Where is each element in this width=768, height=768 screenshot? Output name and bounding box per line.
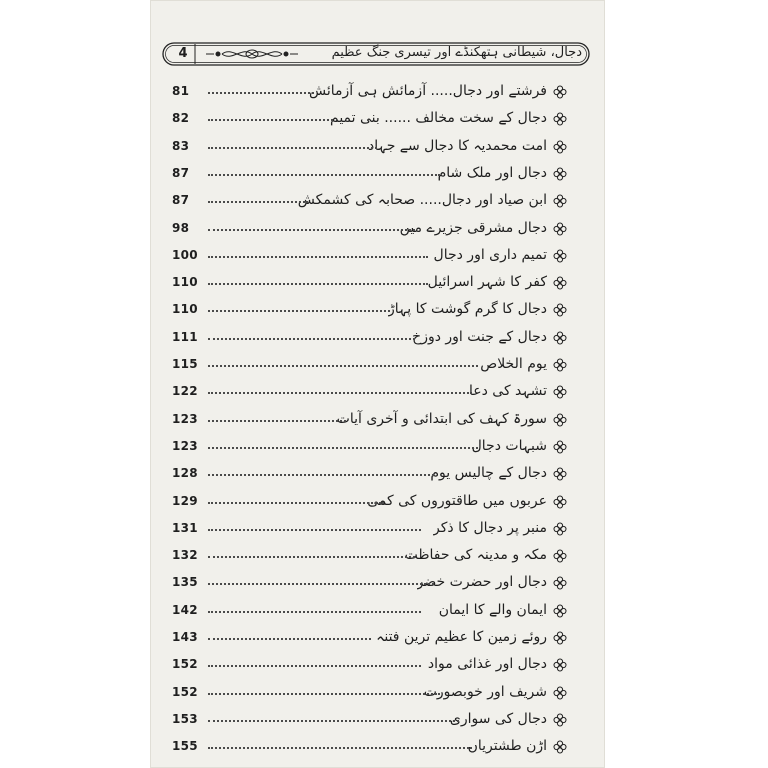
running-header-title: دجال، شیطانی ہتھکنڈے اور تیسری جنگ عظیم: [331, 45, 582, 60]
toc-entry-title: شریف اور خوبصورت: [423, 683, 547, 700]
dot-leader: [208, 474, 434, 476]
flower-bullet-icon: [553, 358, 567, 372]
flower-bullet-icon: [553, 440, 567, 454]
toc-entry-title: دجال کے جنت اور دوزخ: [412, 328, 547, 345]
toc-entry-page-number: 135: [172, 575, 198, 590]
dot-leader: [208, 638, 371, 640]
toc-entry[interactable]: [150, 704, 605, 734]
toc-entry-page-number: 155: [172, 739, 198, 754]
toc-entry[interactable]: [150, 431, 605, 461]
toc-entry-page-number: 122: [172, 384, 198, 399]
toc-entry-title: ایمان والے کا ایمان: [438, 601, 547, 618]
toc-entry-page-number: 128: [172, 466, 198, 481]
toc-entry[interactable]: [150, 76, 605, 106]
toc-entry-page-number: 110: [172, 275, 198, 290]
toc-entry[interactable]: [150, 376, 605, 406]
toc-entry-page-number: 115: [172, 357, 198, 371]
toc-entry[interactable]: [150, 158, 605, 188]
toc-entry[interactable]: [150, 103, 605, 133]
toc-entry-page-number: 153: [172, 711, 198, 726]
toc-entry[interactable]: [150, 622, 605, 652]
toc-entry[interactable]: [150, 213, 605, 243]
toc-entry-title: تشہد کی دعا: [468, 383, 547, 400]
dot-leader: [208, 583, 434, 585]
toc-entry-title: کفر کا شہر اسرائیل: [427, 274, 547, 291]
page-header: [162, 41, 590, 67]
toc-entry-title: منبر پر دجال کا ذکر: [433, 519, 547, 536]
dot-leader: [208, 174, 440, 176]
toc-entry[interactable]: [150, 567, 605, 597]
flower-bullet-icon: [553, 194, 567, 208]
dot-leader: [208, 693, 440, 695]
flower-bullet-icon: [553, 686, 567, 700]
flower-bullet-icon: [553, 303, 567, 317]
toc-entry-title: ابن صیاد اور دجال..... صحابہ کی کشمکش: [297, 192, 547, 209]
toc-entry[interactable]: [150, 322, 605, 352]
dot-leader: [208, 392, 472, 394]
flower-bullet-icon: [553, 522, 567, 536]
toc-entry[interactable]: [150, 404, 605, 434]
dot-leader: [208, 420, 346, 422]
dot-leader: [208, 720, 459, 722]
dot-leader: [208, 502, 384, 504]
toc-entry-page-number: 129: [172, 493, 198, 508]
toc-entry[interactable]: [150, 349, 605, 379]
dot-leader: [208, 665, 421, 667]
toc-entry-title: دجال کے سخت مخالف ...... بنی تمیم: [330, 110, 547, 127]
dot-leader: [208, 556, 415, 558]
toc-entry-page-number: 132: [172, 548, 198, 563]
toc-entry[interactable]: [150, 131, 605, 161]
toc-entry-page-number: 98: [172, 220, 190, 235]
toc-entry[interactable]: [150, 294, 605, 324]
toc-entry-title: تمیم داری اور دجال: [433, 246, 547, 263]
toc-entry-title: فرشتے اور دجال..... آزمائش ہی آزمائش: [308, 83, 547, 99]
flower-bullet-icon: [553, 658, 567, 672]
dot-leader: [208, 119, 333, 121]
flower-bullet-icon: [553, 413, 567, 427]
toc-entry-page-number: 87: [172, 193, 190, 208]
toc-entry-title: روئے زمین کا عظیم ترین فتنہ: [376, 629, 547, 645]
toc-entry-title: دجال اور ملک شام: [437, 164, 547, 181]
flower-bullet-icon: [553, 631, 567, 645]
dot-leader: [208, 147, 377, 149]
header-ornament: [206, 50, 298, 58]
toc-entry[interactable]: [150, 677, 605, 707]
toc-entry-title: عربوں میں طاقتوروں کی کمی: [367, 492, 547, 509]
toc-entry-page-number: 100: [172, 247, 198, 262]
dot-leader: [208, 529, 421, 531]
dot-leader: [208, 256, 428, 258]
toc-entry-title: سورۃ کہف کی ابتدائی و آخری آیات: [336, 410, 547, 427]
toc-entry-page-number: 87: [172, 165, 190, 180]
toc-entry[interactable]: [150, 513, 605, 543]
toc-entry-page-number: 110: [172, 302, 198, 317]
flower-bullet-icon: [553, 576, 567, 590]
flower-bullet-icon: [553, 713, 567, 727]
toc-entry[interactable]: [150, 185, 605, 215]
toc-entry[interactable]: [150, 731, 605, 761]
toc-entry[interactable]: [150, 486, 605, 516]
dot-leader: [208, 310, 390, 312]
flower-bullet-icon: [553, 276, 567, 290]
toc-entry-page-number: 81: [172, 84, 190, 98]
flower-bullet-icon: [553, 495, 567, 509]
toc-entry-page-number: 131: [172, 520, 198, 535]
toc-entry-page-number: 152: [172, 657, 198, 672]
dot-leader: [208, 92, 314, 94]
flower-bullet-icon: [553, 249, 567, 263]
toc-entry-title: دجال کا گرم گوشت کا پہاڑ: [388, 301, 547, 318]
toc-entry-page-number: 83: [172, 138, 190, 153]
dot-leader: [208, 747, 472, 749]
toc-entry-page-number: 142: [172, 602, 198, 617]
flower-bullet-icon: [553, 331, 567, 345]
flower-bullet-icon: [553, 85, 567, 99]
toc-entry-title: دجال کی سواری: [449, 710, 547, 727]
toc-entry-page-number: 82: [172, 111, 190, 126]
toc-entry-page-number: 123: [172, 411, 198, 426]
flower-bullet-icon: [553, 604, 567, 618]
dot-leader: [208, 201, 308, 203]
toc-entry-title: دجال کے چالیس یوم: [430, 465, 547, 482]
toc-entry-title: دجال اور غذائی مواد: [427, 656, 547, 673]
toc-entry-page-number: 123: [172, 438, 198, 453]
flower-bullet-icon: [553, 385, 567, 399]
toc-entry-title: امت محمدیہ کا دجال سے جہاد: [367, 137, 547, 154]
dot-leader: [208, 283, 428, 285]
page-number: 4: [178, 46, 188, 61]
flower-bullet-icon: [553, 222, 567, 236]
flower-bullet-icon: [553, 549, 567, 563]
flower-bullet-icon: [553, 140, 567, 154]
toc-entry[interactable]: [150, 595, 605, 625]
flower-bullet-icon: [553, 167, 567, 181]
toc-entry-title: اڑن طشتریاں: [467, 738, 547, 755]
toc-entry-page-number: 143: [172, 630, 198, 644]
toc-entry-title: شبہات دجال: [471, 437, 547, 454]
dot-leader: [208, 229, 415, 231]
flower-bullet-icon: [553, 740, 567, 754]
toc-entry[interactable]: [150, 240, 605, 270]
toc-entry-page-number: 111: [172, 329, 198, 344]
toc-entry-title: مکہ و مدینہ کی حفاظت: [404, 547, 547, 564]
table-of-contents: [150, 76, 605, 766]
toc-entry[interactable]: [150, 458, 605, 488]
flower-bullet-icon: [553, 112, 567, 126]
dot-leader: [208, 611, 421, 613]
toc-entry[interactable]: [150, 649, 605, 679]
toc-entry[interactable]: [150, 540, 605, 570]
toc-entry-page-number: 152: [172, 684, 198, 699]
toc-entry-title: دجال مشرقی جزیرے میں: [399, 219, 547, 236]
flower-bullet-icon: [553, 467, 567, 481]
dot-leader: [208, 338, 415, 340]
dot-leader: [208, 447, 478, 449]
dot-leader: [208, 365, 478, 367]
toc-entry[interactable]: [150, 267, 605, 297]
book-page: [150, 0, 605, 768]
toc-entry-title: یوم الخلاص: [480, 356, 547, 372]
toc-entry-title: دجال اور حضرت خضر: [416, 574, 547, 591]
